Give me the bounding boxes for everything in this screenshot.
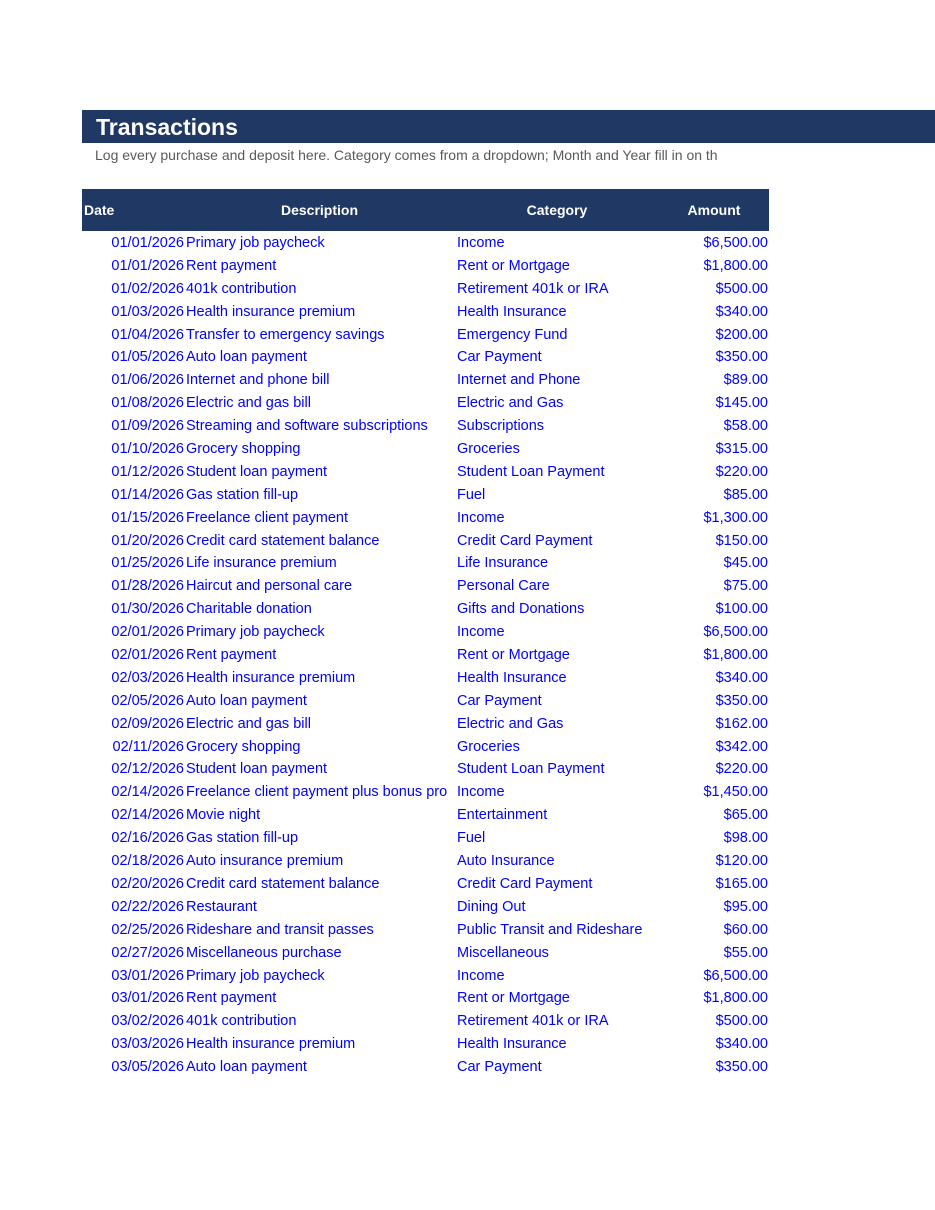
category-cell[interactable]: Public Transit and Rideshare (457, 921, 643, 938)
transactions-table-body (82, 232, 769, 1079)
date-cell[interactable]: 02/05/2026 (111, 692, 184, 709)
amount-cell[interactable]: $45.00 (723, 555, 768, 572)
description-cell[interactable]: Streaming and software subscriptions (186, 418, 428, 435)
amount-cell[interactable]: $75.00 (723, 578, 768, 595)
category-cell[interactable]: Income (457, 235, 505, 251)
amount-cell[interactable]: $65.00 (723, 807, 768, 824)
category-cell[interactable]: Credit Card Payment (457, 875, 593, 892)
table-row (82, 324, 769, 347)
category-cell[interactable]: Student Loan Payment (457, 463, 605, 480)
category-cell[interactable]: Car Payment (457, 349, 542, 366)
category-cell[interactable]: Car Payment (457, 692, 542, 709)
date-cell[interactable]: 02/12/2026 (111, 761, 184, 778)
date-cell[interactable]: 02/01/2026 (111, 647, 184, 664)
category-cell[interactable]: Health Insurance (457, 303, 567, 320)
description-cell[interactable]: Freelance client payment (186, 509, 348, 526)
table-row (82, 919, 769, 942)
table-row (82, 438, 769, 461)
description-cell[interactable]: Auto loan payment (186, 349, 307, 366)
amount-cell[interactable]: $350.00 (715, 692, 768, 709)
description-cell[interactable]: Health insurance premium (186, 303, 356, 320)
amount-cell[interactable]: $120.00 (715, 853, 768, 870)
description-cell[interactable]: Electric and gas bill (186, 395, 311, 412)
amount-cell[interactable]: $6,500.00 (703, 235, 768, 251)
table-row (82, 873, 769, 896)
table-row (82, 484, 769, 507)
description-cell[interactable]: Charitable donation (186, 601, 312, 618)
category-cell[interactable]: Income (457, 967, 505, 984)
category-cell[interactable]: Credit Card Payment (457, 532, 593, 549)
description-cell[interactable]: 401k contribution (186, 280, 297, 297)
date-cell[interactable]: 02/01/2026 (111, 624, 184, 641)
amount-cell[interactable]: $162.00 (715, 715, 768, 732)
table-row (82, 690, 769, 713)
date-cell[interactable]: 02/22/2026 (111, 898, 184, 915)
category-cell[interactable]: Emergency Fund (457, 326, 568, 343)
date-cell[interactable]: 02/20/2026 (111, 875, 184, 892)
date-cell[interactable]: 02/25/2026 (111, 921, 184, 938)
date-cell[interactable]: 01/12/2026 (111, 463, 184, 480)
category-cell[interactable]: Electric and Gas (457, 715, 564, 732)
description-cell[interactable]: Primary job paycheck (186, 624, 325, 641)
description-cell[interactable]: Auto loan payment (186, 1059, 307, 1076)
date-cell[interactable]: 01/03/2026 (111, 303, 184, 320)
title-band (82, 110, 935, 143)
amount-cell[interactable]: $60.00 (723, 921, 768, 938)
amount-cell[interactable]: $200.00 (715, 326, 768, 343)
table-row (82, 346, 769, 369)
description-cell[interactable]: Auto insurance premium (186, 853, 344, 870)
amount-cell[interactable]: $500.00 (715, 280, 768, 297)
category-cell[interactable]: Gifts and Donations (457, 601, 585, 618)
date-cell[interactable]: 01/30/2026 (111, 601, 184, 618)
table-row (82, 552, 769, 575)
sheet-subtitle: Log every purchase and deposit here. Category comes from a dropdown; Month and Year fill in on th (95, 147, 718, 163)
amount-cell[interactable]: $98.00 (723, 830, 768, 847)
table-row (82, 415, 769, 438)
amount-cell[interactable]: $500.00 (715, 1013, 768, 1030)
header-category[interactable]: Category (526, 202, 588, 218)
description-cell[interactable]: Gas station fill-up (186, 486, 299, 503)
table-row (82, 461, 769, 484)
amount-cell[interactable]: $6,500.00 (703, 967, 768, 984)
amount-cell[interactable]: $58.00 (723, 418, 768, 435)
table-row (82, 713, 769, 736)
description-cell[interactable]: Credit card statement balance (186, 532, 380, 549)
header-description[interactable]: Description (280, 202, 358, 218)
amount-cell[interactable]: $350.00 (715, 1059, 768, 1076)
amount-cell[interactable]: $340.00 (715, 1036, 768, 1053)
table-row (82, 1010, 769, 1033)
category-cell[interactable]: Rent or Mortgage (457, 257, 570, 274)
description-cell[interactable]: Rent payment (186, 647, 277, 664)
date-cell[interactable]: 01/04/2026 (111, 326, 184, 343)
description-cell[interactable]: Haircut and personal care (186, 578, 353, 595)
category-cell[interactable]: Income (457, 509, 505, 526)
description-cell[interactable]: Auto loan payment (186, 692, 307, 709)
category-cell[interactable]: Auto Insurance (457, 853, 555, 870)
description-cell[interactable]: Student loan payment (186, 761, 328, 778)
table-row (82, 965, 769, 988)
amount-cell[interactable]: $150.00 (715, 532, 768, 549)
date-cell[interactable]: 01/20/2026 (111, 532, 184, 549)
table-header-row (82, 189, 769, 231)
table-row (82, 1033, 769, 1056)
description-cell[interactable]: Restaurant (186, 898, 257, 915)
amount-cell[interactable]: $95.00 (723, 898, 768, 915)
date-cell[interactable]: 02/18/2026 (111, 853, 184, 870)
amount-cell[interactable]: $340.00 (715, 669, 768, 686)
description-cell[interactable]: Rideshare and transit passes (186, 921, 374, 938)
table-row (82, 232, 769, 255)
date-cell[interactable]: 02/14/2026 (111, 784, 184, 801)
date-cell[interactable]: 01/08/2026 (111, 395, 184, 412)
table-row (82, 644, 769, 667)
description-cell[interactable]: Credit card statement balance (186, 875, 380, 892)
category-cell[interactable]: Car Payment (457, 1059, 542, 1076)
description-cell[interactable]: Health insurance premium (186, 1036, 356, 1053)
table-row (82, 575, 769, 598)
category-cell[interactable]: Subscriptions (457, 418, 545, 435)
date-cell[interactable]: 01/02/2026 (111, 280, 184, 297)
table-row (82, 1056, 769, 1079)
date-cell[interactable]: 02/16/2026 (111, 830, 184, 847)
table-row (82, 781, 769, 804)
amount-cell[interactable]: $1,800.00 (703, 257, 768, 274)
description-cell[interactable]: 401k contribution (186, 1013, 297, 1030)
description-cell[interactable]: Student loan payment (186, 463, 328, 480)
date-cell[interactable]: 01/15/2026 (111, 509, 184, 526)
date-cell[interactable]: 02/14/2026 (111, 807, 184, 824)
header-date[interactable]: Date (84, 202, 115, 218)
date-cell[interactable]: 01/10/2026 (111, 441, 184, 458)
date-cell[interactable]: 03/03/2026 (111, 1036, 184, 1053)
table-row (82, 369, 769, 392)
category-cell[interactable]: Rent or Mortgage (457, 990, 570, 1007)
category-cell[interactable]: Health Insurance (457, 669, 567, 686)
category-cell[interactable]: Personal Care (457, 578, 550, 595)
category-cell[interactable]: Fuel (457, 486, 486, 503)
description-cell[interactable]: Rent payment (186, 990, 277, 1007)
category-cell[interactable]: Internet and Phone (457, 372, 581, 389)
date-cell[interactable]: 01/28/2026 (111, 578, 184, 595)
category-cell[interactable]: Health Insurance (457, 1036, 567, 1053)
date-cell[interactable]: 01/01/2026 (111, 235, 184, 251)
table-row (82, 850, 769, 873)
description-cell[interactable]: Transfer to emergency savings (186, 326, 385, 343)
date-cell[interactable]: 03/01/2026 (111, 967, 184, 984)
amount-cell[interactable]: $340.00 (715, 303, 768, 320)
description-cell[interactable]: Health insurance premium (186, 669, 356, 686)
table-row (82, 804, 769, 827)
header-amount[interactable]: Amount (687, 202, 741, 218)
category-cell[interactable]: Life Insurance (457, 555, 549, 572)
date-cell[interactable]: 03/02/2026 (111, 1013, 184, 1030)
description-cell[interactable]: Movie night (186, 807, 261, 824)
description-cell[interactable]: Gas station fill-up (186, 830, 299, 847)
date-cell[interactable]: 01/09/2026 (111, 418, 184, 435)
category-cell[interactable]: Income (457, 624, 505, 641)
amount-cell[interactable]: $220.00 (715, 761, 768, 778)
description-cell[interactable]: Life insurance premium (186, 555, 337, 572)
category-cell[interactable]: Dining Out (457, 898, 526, 915)
table-row (82, 987, 769, 1010)
description-cell[interactable]: Electric and gas bill (186, 715, 311, 732)
date-cell[interactable]: 02/11/2026 (112, 738, 184, 755)
date-cell[interactable]: 02/09/2026 (111, 715, 184, 732)
date-cell[interactable]: 01/05/2026 (111, 349, 184, 366)
amount-cell[interactable]: $220.00 (715, 463, 768, 480)
amount-cell[interactable]: $6,500.00 (703, 624, 768, 641)
amount-cell[interactable]: $350.00 (715, 349, 768, 366)
table-row (82, 942, 769, 965)
table-row (82, 621, 769, 644)
table-row (82, 896, 769, 919)
category-cell[interactable]: Rent or Mortgage (457, 647, 570, 664)
description-cell[interactable]: Freelance client payment plus bonus pro (186, 784, 448, 801)
category-cell[interactable]: Entertainment (457, 807, 548, 824)
description-cell[interactable]: Miscellaneous purchase (186, 944, 342, 961)
description-cell[interactable]: Grocery shopping (186, 441, 301, 458)
amount-cell[interactable]: $89.00 (723, 372, 768, 389)
date-cell[interactable]: 01/25/2026 (111, 555, 184, 572)
amount-cell[interactable]: $165.00 (715, 875, 768, 892)
category-cell[interactable]: Student Loan Payment (457, 761, 605, 778)
description-cell[interactable]: Rent payment (186, 257, 277, 274)
sheet-title: Transactions (96, 114, 238, 140)
amount-cell[interactable]: $145.00 (715, 395, 768, 412)
amount-cell[interactable]: $85.00 (723, 486, 768, 503)
date-cell[interactable]: 03/01/2026 (111, 990, 184, 1007)
amount-cell[interactable]: $1,300.00 (703, 509, 768, 526)
date-cell[interactable]: 01/06/2026 (111, 372, 184, 389)
category-cell[interactable]: Electric and Gas (457, 395, 564, 412)
table-row (82, 827, 769, 850)
amount-cell[interactable]: $1,800.00 (703, 990, 768, 1007)
amount-cell[interactable]: $1,450.00 (703, 784, 768, 801)
date-cell[interactable]: 02/03/2026 (111, 669, 184, 686)
category-cell[interactable]: Retirement 401k or IRA (457, 280, 609, 297)
category-cell[interactable]: Groceries (457, 441, 520, 458)
table-row (82, 667, 769, 690)
description-cell[interactable]: Internet and phone bill (186, 372, 330, 389)
category-cell[interactable]: Fuel (457, 830, 486, 847)
table-row (82, 598, 769, 621)
description-cell[interactable]: Primary job paycheck (186, 967, 325, 984)
date-cell[interactable]: 02/27/2026 (111, 944, 184, 961)
category-cell[interactable]: Income (457, 784, 505, 801)
date-cell[interactable]: 03/05/2026 (111, 1059, 184, 1076)
table-row (82, 507, 769, 530)
amount-cell[interactable]: $1,800.00 (703, 647, 768, 664)
date-cell[interactable]: 01/01/2026 (111, 257, 184, 274)
table-row (82, 758, 769, 781)
date-cell[interactable]: 01/14/2026 (111, 486, 184, 503)
category-cell[interactable]: Groceries (457, 738, 520, 755)
table-row (82, 278, 769, 301)
table-row (82, 301, 769, 324)
table-row (82, 736, 769, 759)
category-cell[interactable]: Miscellaneous (457, 944, 549, 961)
description-cell[interactable]: Primary job paycheck (186, 235, 325, 251)
amount-cell[interactable]: $315.00 (715, 441, 768, 458)
amount-cell[interactable]: $55.00 (723, 944, 768, 961)
description-cell[interactable]: Grocery shopping (186, 738, 301, 755)
amount-cell[interactable]: $342.00 (715, 738, 768, 755)
category-cell[interactable]: Retirement 401k or IRA (457, 1013, 609, 1030)
table-row (82, 392, 769, 415)
table-row (82, 255, 769, 278)
amount-cell[interactable]: $100.00 (715, 601, 768, 618)
table-row (82, 530, 769, 553)
